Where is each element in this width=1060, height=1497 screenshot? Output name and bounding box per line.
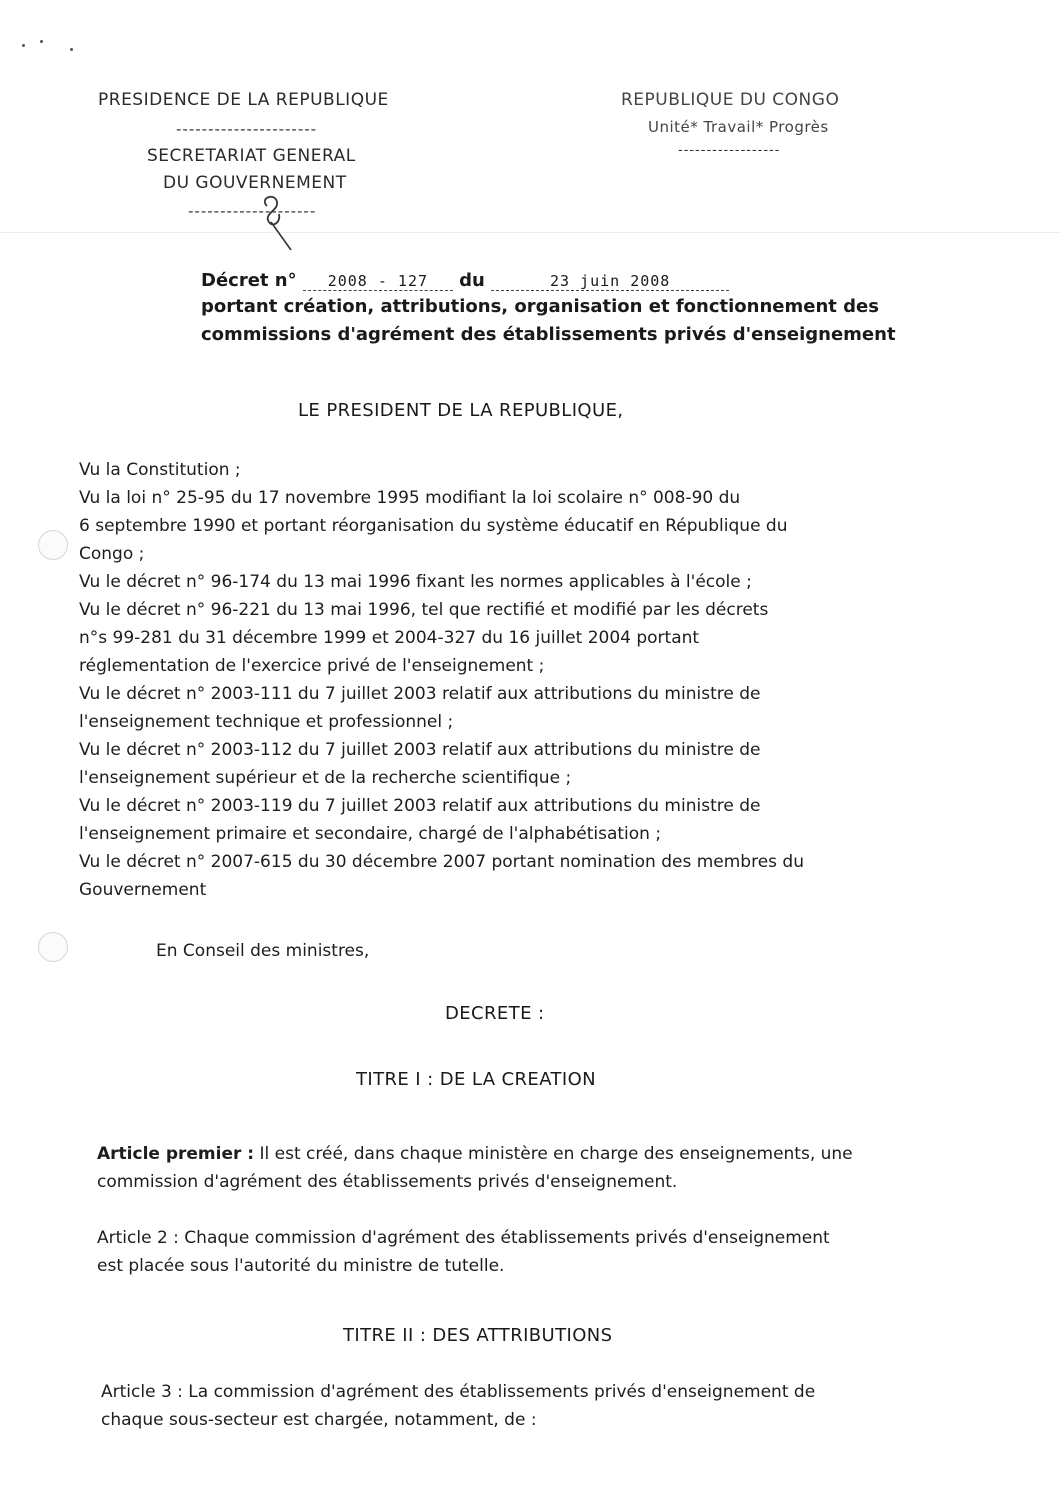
- article-premier-label: Article premier :: [97, 1144, 255, 1164]
- visa-line: Vu le décret n° 96-174 du 13 mai 1996 fixant les normes applicables à l'école ;: [79, 572, 752, 592]
- visa-line: Vu le décret n° 2003-119 du 7 juillet 2003 relatif aux attributions du ministre de: [79, 796, 761, 816]
- decree-subject-line2: commissions d'agrément des établissements privés d'enseignement: [201, 324, 896, 345]
- visa-line: Congo ;: [79, 544, 145, 564]
- visas-list: [79, 456, 804, 904]
- titre-1-heading: TITRE I : DE LA CREATION: [356, 1069, 597, 1090]
- header-divider: ----------------------: [176, 120, 318, 138]
- article-premier-line1: [97, 1140, 853, 1168]
- article-3: [101, 1378, 815, 1434]
- handwritten-mark: [245, 188, 305, 254]
- article-3-label: Article 3 :: [101, 1382, 183, 1402]
- decree-subject-line1: portant création, attributions, organisation et fonctionnement des: [201, 296, 879, 317]
- scan-speck: [22, 44, 25, 47]
- conseil-line: En Conseil des ministres,: [156, 941, 370, 961]
- punch-hole: [38, 530, 68, 560]
- visa-line: l'enseignement technique et professionnel ;: [79, 712, 454, 732]
- header-divider: --------------------: [188, 202, 317, 220]
- scan-speck: [70, 48, 73, 51]
- article-premier-line2: commission d'agrément des établissements privés d'enseignement.: [97, 1172, 678, 1192]
- header-gouvernement: DU GOUVERNEMENT: [163, 173, 347, 193]
- decrete-heading: DECRETE :: [445, 1003, 545, 1024]
- article-premier-text1: Il est créé, dans chaque ministère en charge des enseignements, une: [259, 1144, 853, 1164]
- visa-line: réglementation de l'exercice privé de l'enseignement ;: [79, 656, 545, 676]
- president-heading: LE PRESIDENT DE LA REPUBLIQUE,: [298, 400, 624, 421]
- visa-line: 6 septembre 1990 et portant réorganisation du système éducatif en République du: [79, 516, 788, 536]
- header-secretariat: SECRETARIAT GENERAL: [147, 146, 356, 166]
- article-3-line2: chaque sous-secteur est chargée, notamment, de :: [101, 1410, 537, 1430]
- scan-speck: [40, 40, 43, 43]
- article-2-text1: Chaque commission d'agrément des établissements privés d'enseignement: [184, 1228, 830, 1248]
- decree-prefix: Décret n°: [201, 270, 297, 291]
- header-republique: REPUBLIQUE DU CONGO: [621, 90, 840, 110]
- visa-line: l'enseignement primaire et secondaire, chargé de l'alphabétisation ;: [79, 824, 662, 844]
- visa-line: Vu le décret n° 96-221 du 13 mai 1996, tel que rectifié et modifié par les décrets: [79, 600, 769, 620]
- header-divider: ------------------: [678, 143, 781, 158]
- article-2-line1: [97, 1224, 830, 1252]
- article-2: [97, 1224, 830, 1280]
- visa-line: Gouvernement: [79, 880, 207, 900]
- header-devise: Unité* Travail* Progrès: [648, 118, 829, 136]
- article-3-line1: [101, 1378, 815, 1406]
- decree-date: 23 juin 2008: [491, 272, 729, 291]
- article-3-text1: La commission d'agrément des établissements privés d'enseignement de: [188, 1382, 816, 1402]
- header-presidence: PRESIDENCE DE LA REPUBLIQUE: [98, 90, 389, 110]
- decree-number: 2008 - 127: [303, 272, 453, 291]
- visa-line: n°s 99-281 du 31 décembre 1999 et 2004-327 du 16 juillet 2004 portant: [79, 628, 700, 648]
- visa-line: Vu le décret n° 2007-615 du 30 décembre 2007 portant nomination des membres du: [79, 852, 804, 872]
- scan-fold-line: [0, 232, 1060, 233]
- visa-line: Vu le décret n° 2003-111 du 7 juillet 2003 relatif aux attributions du ministre de: [79, 684, 761, 704]
- visa-line: l'enseignement supérieur et de la recherche scientifique ;: [79, 768, 572, 788]
- article-2-label: Article 2 :: [97, 1228, 179, 1248]
- decree-number-line: [201, 270, 729, 291]
- decree-du-label: du: [459, 270, 485, 291]
- visa-line: Vu la Constitution ;: [79, 460, 241, 480]
- visa-line: Vu le décret n° 2003-112 du 7 juillet 2003 relatif aux attributions du ministre de: [79, 740, 761, 760]
- punch-hole: [38, 932, 68, 962]
- article-2-line2: est placée sous l'autorité du ministre de tutelle.: [97, 1256, 505, 1276]
- article-premier: [97, 1140, 853, 1196]
- titre-2-heading: TITRE II : DES ATTRIBUTIONS: [343, 1325, 613, 1346]
- visa-line: Vu la loi n° 25-95 du 17 novembre 1995 modifiant la loi scolaire n° 008-90 du: [79, 488, 741, 508]
